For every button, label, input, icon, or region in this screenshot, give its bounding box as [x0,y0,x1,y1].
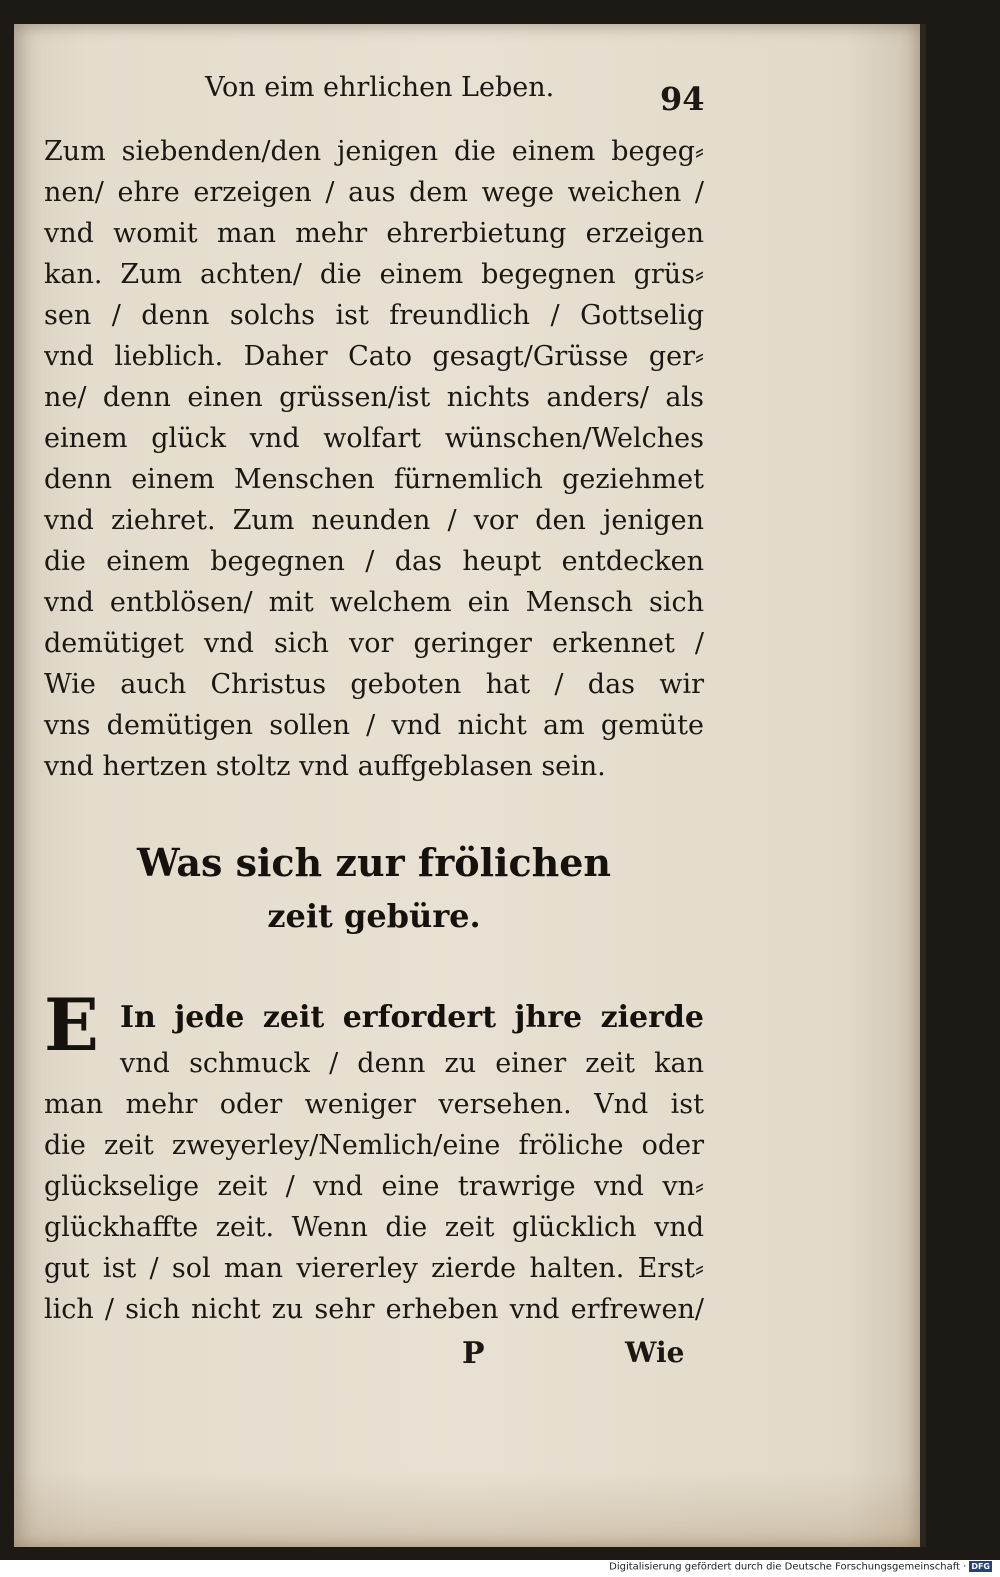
dfg-logo: DFG [971,1562,990,1571]
paragraph-2 [44,1084,704,1330]
paragraph-2-first-line: In jede zeit erfordert jhre zierde [120,1000,704,1035]
catchword: Wie [625,1336,685,1369]
text-line: vns demütigen sollen / vnd nicht am gemüte [44,710,704,741]
text-line: Zum siebenden/den jenigen die einem begeg⸗ [44,136,704,167]
text-line: vnd womit man mehr ehrerbietung erzeigen [44,218,704,249]
text-line: glückhaffte zeit. Wenn die zeit glücklich vnd [44,1212,704,1243]
text-line: lich / sich nicht zu sehr erheben vnd erfrewen/ [44,1294,704,1325]
running-head: Von eim ehrlichen Leben. [205,72,555,103]
signature-mark: P [462,1336,485,1371]
credit-text: Digitalisierung gefördert durch die Deutsche Forschungsgemeinschaft · [609,1561,967,1573]
paragraph-1 [44,131,704,787]
text-line: gut ist / sol man viererley zierde halten. Erst⸗ [44,1253,704,1284]
text-line: nen/ ehre erzeigen / aus dem wege weichen / [44,177,704,208]
text-line: ne/ denn einen grüssen/ist nichts anders/ als [44,382,704,413]
text-line: demütiget vnd sich vor geringer erkennet / [44,628,704,659]
initial-letter: E [44,982,99,1067]
page-number: 94 [660,80,705,118]
text-line: vnd entblösen/ mit welchem ein Mensch sich [44,587,704,618]
text-line: einem glück vnd wolfart wünschen/Welches [44,423,704,454]
text-line: sen / denn solchs ist freundlich / Gottselig [44,300,704,331]
text-line: denn einem Menschen fürnemlich geziehmet [44,464,704,495]
text-line: man mehr oder weniger versehen. Vnd ist [44,1089,704,1120]
text-line: Wie auch Christus geboten hat / das wir [44,669,704,700]
page-stain [14,1470,920,1547]
text-line: vnd ziehret. Zum neunden / vor den jenigen [44,505,704,536]
text-line: vnd lieblich. Daher Cato gesagt/Grüsse ger⸗ [44,341,704,372]
text-line: die einem begegnen / das heupt entdecken [44,546,704,577]
text-line: die zeit zweyerley/Nemlich/eine fröliche oder [44,1130,704,1161]
digitization-credit [609,1561,992,1573]
text-line: glückselige zeit / vnd eine trawrige vnd vn⸗ [44,1171,704,1202]
text-line: vnd hertzen stoltz vnd auffgeblasen sein. [44,751,606,782]
page-edge [920,24,926,1547]
text-line: kan. Zum achten/ die einem begegnen grüs⸗ [44,259,704,290]
heading-line-2: zeit gebüre. [267,897,481,935]
paragraph-2-indented-line: vnd schmuck / denn zu einer zeit kan [120,1048,704,1079]
section-heading [44,835,704,941]
heading-line-1: Was sich zur frölichen [136,840,612,885]
